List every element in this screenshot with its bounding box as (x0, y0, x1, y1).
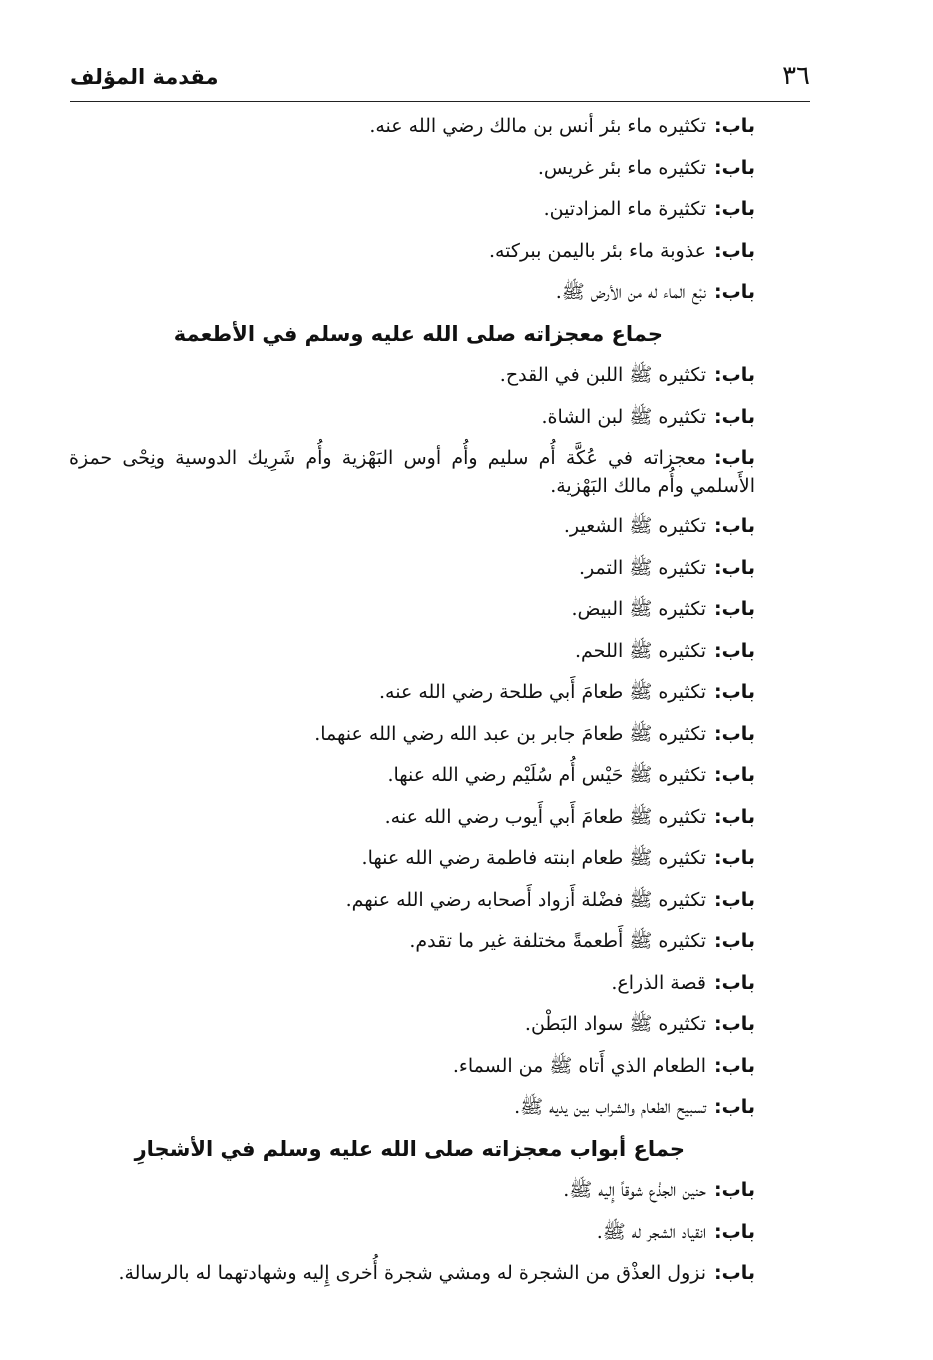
entry-text: تكثيره ﷺ طعامَ جابر بن عبد الله رضي الله عنهما. (314, 722, 707, 745)
bab-label: باب: (714, 764, 755, 786)
entry-text: تكثيره ﷺ لبن الشاة. (541, 405, 707, 428)
list-item (69, 969, 755, 997)
list-item (69, 886, 755, 914)
bab-label: باب: (714, 1262, 755, 1284)
list-item (69, 278, 755, 306)
entry-text: انقياد الشجر له ﷺ. (596, 1220, 707, 1243)
bab-label: باب: (714, 1013, 755, 1035)
entry-text: تكثيره ﷺ البيض. (571, 598, 707, 620)
list-item (69, 1218, 755, 1246)
bab-label: باب: (714, 930, 755, 952)
list-item (69, 554, 755, 582)
entry-text: نبْع الماء له من الأرض ﷺ. (555, 281, 707, 303)
entry-text: الطعام الذي أَتاه ﷺ من السماء. (452, 1054, 707, 1077)
entry-text: تكثيره ﷺ أَطعمةً مختلفة غير ما تقدم. (409, 930, 707, 952)
list-item (69, 803, 755, 831)
list-item (69, 1259, 755, 1287)
list-item (69, 361, 755, 389)
bab-label: باب: (714, 598, 755, 620)
list-item (69, 195, 755, 223)
entry-text: تكثيره ﷺ سواد البَطْن. (524, 1013, 707, 1035)
entry-text: تكثيره ﷺ طعامَ أَبي أَيوب رضي الله عنه. (384, 805, 707, 828)
bab-label: باب: (714, 722, 755, 745)
list-item (69, 927, 755, 955)
chapter-list (69, 112, 755, 1301)
bab-label: باب: (714, 847, 755, 869)
bab-label: باب: (714, 364, 755, 386)
entry-text: تكثيره ﷺ الشعير. (563, 515, 707, 537)
list-item (69, 844, 755, 872)
section-heading: جماع معجزاته صلى الله عليه وسلم في الأطعمة (173, 321, 663, 346)
entry-text: تكثيره ﷺ اللحم. (575, 639, 707, 662)
bab-label: باب: (714, 1096, 755, 1118)
entry-text: تكثيرة ماء المزادتين. (543, 198, 707, 220)
bab-label: باب: (714, 1220, 755, 1243)
bab-label: باب: (714, 281, 755, 303)
list-item (69, 761, 755, 789)
list-item (69, 595, 755, 623)
list-item (69, 512, 755, 540)
bab-label: باب: (714, 971, 755, 994)
list-item (69, 154, 755, 182)
entry-text: تكثيره ﷺ فضْلة أَزواد أَصحابه رضي الله عنهم. (345, 888, 707, 911)
entry-text: تكثيره ﷺ طعامَ أَبي طلحة رضي الله عنه. (379, 681, 707, 703)
bab-label: باب: (714, 156, 755, 179)
list-item (69, 1010, 755, 1038)
entry-text: تكثيره ماء بئر غريس. (537, 156, 707, 179)
list-item (69, 1176, 755, 1204)
bab-label: باب: (714, 115, 755, 137)
entry-text: حنين الجذْع شوقاً إِليه ﷺ. (563, 1179, 707, 1201)
list-item (69, 444, 755, 500)
bab-label: باب: (714, 405, 755, 428)
list-item (69, 237, 755, 265)
list-item (69, 720, 755, 748)
entry-text: نزول العذْق من الشجرة له ومشي شجرة أُخرى إِليه وشهادتهما له بالرسالة. (118, 1262, 707, 1284)
running-title: مقدمة المؤلف (70, 65, 219, 89)
list-item (69, 637, 755, 665)
bab-label: باب: (714, 681, 755, 703)
entry-text: عذوبة ماء بئر باليمن ببركته. (488, 239, 707, 262)
bab-label: باب: (714, 888, 755, 911)
bab-label: باب: (714, 515, 755, 537)
bab-label: باب: (714, 805, 755, 828)
bab-label: باب: (714, 239, 755, 262)
entry-text: تكثيره ﷺ حَيْس أُم سُلَيْم رضي الله عنها. (387, 764, 707, 786)
bab-label: باب: (714, 447, 755, 469)
page-header (70, 55, 810, 102)
list-item (69, 1052, 755, 1080)
entry-text: تسبيح الطعام والشراب بين يديه ﷺ. (514, 1096, 707, 1118)
bab-label: باب: (714, 556, 755, 579)
entry-text: تكثيره ﷺ التمر. (579, 556, 707, 579)
bab-label: باب: (714, 639, 755, 662)
list-item (69, 112, 755, 140)
entry-text: تكثيره ﷺ طعام ابنته فاطمة رضي الله عنها. (361, 847, 707, 869)
bab-label: باب: (714, 198, 755, 220)
list-item (69, 678, 755, 706)
list-item (69, 1093, 755, 1121)
page-number: ٣٦ (782, 61, 810, 91)
bab-label: باب: (714, 1179, 755, 1201)
entry-text: تكثيره ﷺ اللبن في القدح. (499, 364, 707, 386)
bab-label: باب: (714, 1054, 755, 1077)
entry-text: تكثيره ماء بئر أنس بن مالك رضي الله عنه. (369, 115, 707, 137)
list-item (69, 403, 755, 431)
entry-text: معجزاته في عُكَّة أُم سليم وأُم أوس البَهْزية وأُم شَرِيك الدوسية ونِحْى حمزة الأَسلمي وأُم مالك البَهْزية. (69, 447, 755, 497)
entry-text: قصة الذراع. (611, 971, 707, 994)
section-heading: جماع أبواب معجزاته صلى الله عليه وسلم في الأشجارِ (134, 1136, 685, 1161)
